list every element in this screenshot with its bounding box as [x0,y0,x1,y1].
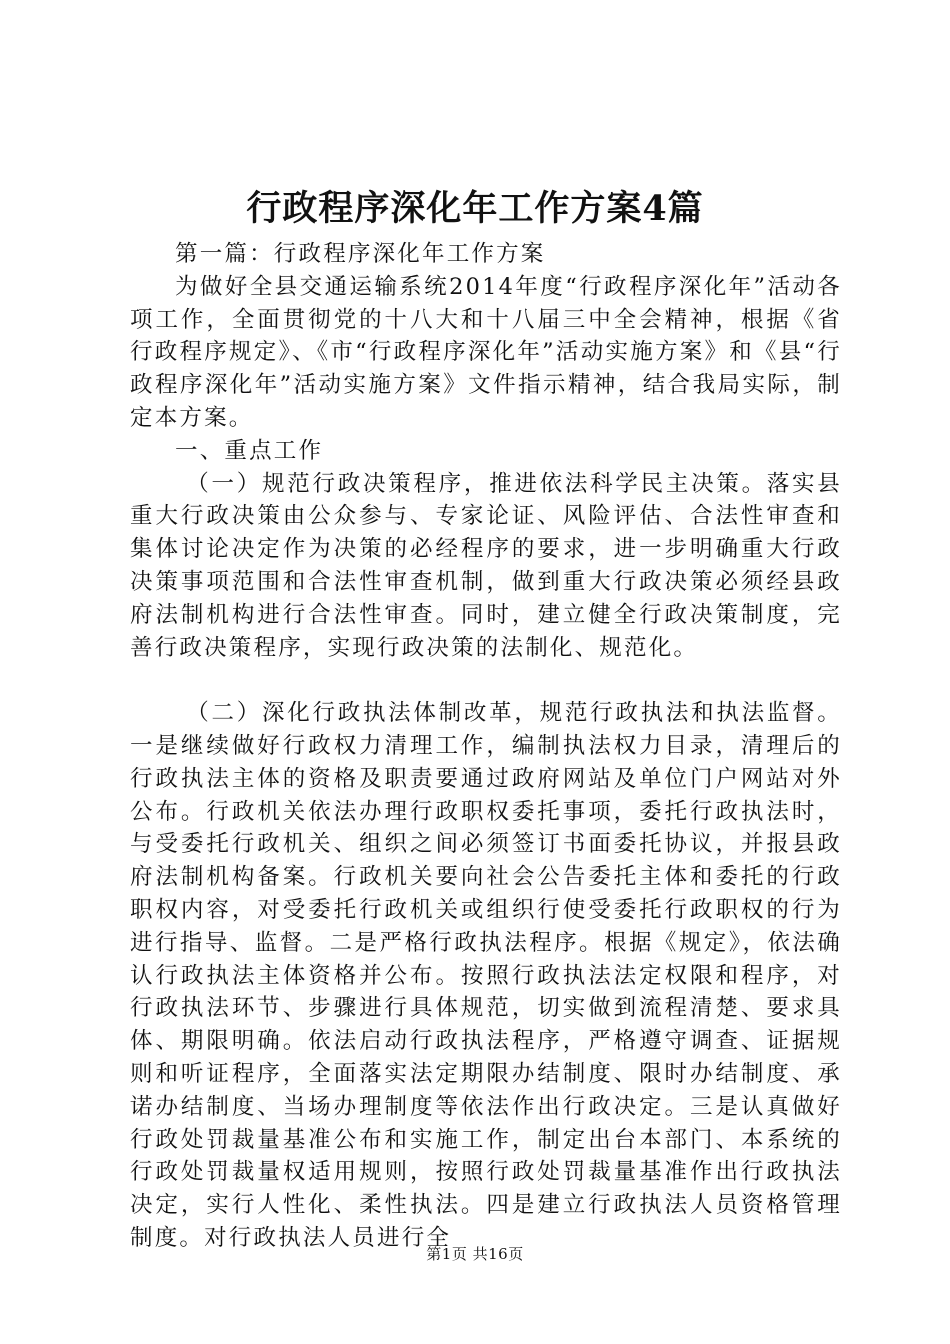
page-number: 第1页 共16页 [426,1245,524,1263]
document-title: 行政程序深化年工作方案4篇 [246,188,704,229]
body-paragraph: （一）规范行政决策程序，推进依法科学民主决策。落实县重大行政决策由公众参与、专家论证、风险评估、合法性审查和集体讨论决定作为决策的必经程序的要求，进一步明确重大行政决策事项范围和合法性审查机制，做到重大行政决策必须经县政府法制机构进行合法性审查。同时，建立健全行政决策制度，完善行政决策程序，实现行政决策的法制化、规范化。 [130,470,842,661]
subsection-heading: 一、重点工作 [175,437,324,464]
section-heading: 第一篇：行政程序深化年工作方案 [175,241,546,267]
body-paragraph: （二）深化行政执法体制改革，规范行政执法和执法监督。一是继续做好行政权力清理工作，编制执法权力目录，清理后的行政执法主体的资格及职责要通过政府网站及单位门户网站对外公布。行政机关依法办理行政职权委托事项，委托行政执法时，与受委托行政机关、组织之间必须签订书面委托协议，并报县政府法制机构备案。行政机关要向社会公告委托主体和委托的行政职权内容，对受委托行政机关或组织行使受委托行政职权的行为进行指导、监督。二是严格行政执法程序。根据《规定》，依法确认行政执法主体资格并公布。按照行政执法法定权限和程序，对行政执法环节、步骤进行具体规范，切实做到流程清楚、要求具体、期限明确。依法启动行政执法程序，严格遵守调查、证据规则和听证程序，全面落实法定期限办结制度、限时办结制度、承诺办结制度、当场办理制度等依法作出行政决定。三是认真做好行政处罚裁量基准公布和实施工作，制定出台本部门、本系统的行政处罚裁量权适用规则，按照行政处罚裁量基准作出行政执法决定，实行人性化、柔性执法。四是建立行政执法人员资格管理制度。对行政执法人员进行全 [130,700,842,1251]
intro-paragraph: 为做好全县交通运输系统2014年度“行政程序深化年”活动各项工作，全面贯彻党的十八大和十八届三中全会精神，根据《省行政程序规定》、《市“行政程序深化年”活动实施方案》和《县“行政程序深化年”活动实施方案》文件指示精神，结合我局实际，制定本方案。 [130,273,842,431]
document-body [130,238,842,1255]
